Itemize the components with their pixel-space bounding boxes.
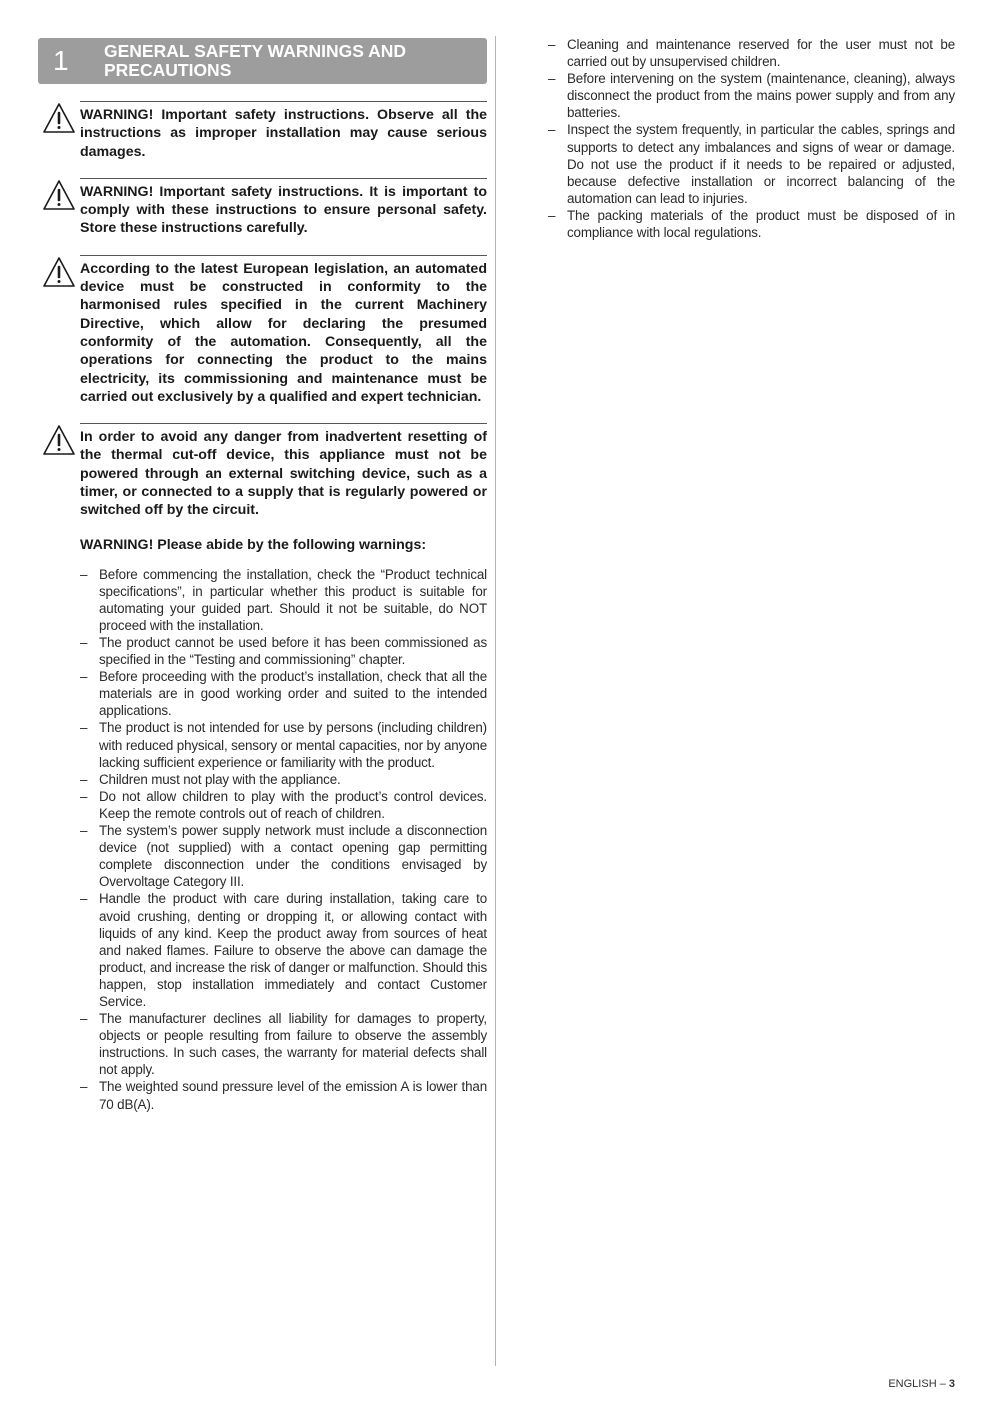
list-item: – The system’s power supply network must include a disconnection device (not supplied) with a contact opening gap permitting complete disconnection under the conditions envisaged by Overvoltage Category III. <box>80 822 487 890</box>
warning-block <box>38 101 487 161</box>
warning-triangle-icon <box>38 424 80 456</box>
warning-triangle-icon <box>38 256 80 288</box>
list-item: – Children must not play with the appliance. <box>80 771 487 788</box>
list-item: – The product is not intended for use by persons (including children) with reduced physical, sensory or mental capacities, nor by anyone lacking sufficient experience or familiarity with the product. <box>80 719 487 770</box>
list-item: – The manufacturer declines all liability for damages to property, objects or people resulting from failure to observe the assembly instructions. In such cases, the warranty for material defects shall not apply. <box>80 1010 487 1078</box>
right-column <box>548 36 955 241</box>
list-item: – Handle the product with care during installation, taking care to avoid crushing, denting or dropping it, or allowing contact with liquids of any kind. Keep the product away from sources of heat and naked flames. Failure to observe the above can damage the product, and increase the risk of danger or malfunction. Should this happen, stop installation immediately and contact Customer Service. <box>80 890 487 1010</box>
section-header <box>38 38 487 84</box>
list-item: – Cleaning and maintenance reserved for the user must not be carried out by unsupervised children. <box>548 36 955 70</box>
list-item: – The packing materials of the product must be disposed of in compliance with local regulations. <box>548 207 955 241</box>
abide-heading: WARNING! Please abide by the following warnings: <box>80 536 427 553</box>
warning-triangle-icon <box>38 179 80 211</box>
column-divider <box>495 36 496 1366</box>
page-footer <box>888 1378 955 1390</box>
section-number: 1 <box>53 45 69 76</box>
section-title: GENERAL SAFETY WARNINGS AND PRECAUTIONS <box>104 41 407 80</box>
warning-text: According to the latest European legislation, an automated device must be constructed in conformity to the harmonised rules specified in the current Machinery Directive, which allow for declaring the presumed conformity of the automation. Consequently, all the operations for connecting the product to the mains electricity, its commissioning and maintenance must be carried out exclusively by a qualified and expert technician. <box>80 255 487 406</box>
footer-language: ENGLISH – <box>888 1378 946 1390</box>
page-number: 3 <box>948 1378 955 1390</box>
warning-block <box>38 255 487 406</box>
list-item: – The product cannot be used before it has been commissioned as specified in the “Testing and commissioning” chapter. <box>80 634 487 668</box>
list-item: – Before proceeding with the product’s installation, check that all the materials are in good working order and suited to the intended applications. <box>80 668 487 719</box>
left-warning-list <box>80 566 487 1113</box>
warning-triangle-icon <box>38 102 80 134</box>
warning-block <box>38 423 487 519</box>
left-column <box>38 38 487 1113</box>
list-item: – Before commencing the installation, check the “Product technical specifications”, in particular whether this product is suitable for automating your guided part. Should it not be suitable, do NOT proceed with the installation. <box>80 566 487 634</box>
list-item: – Do not allow children to play with the product’s control devices. Keep the remote controls out of reach of children. <box>80 788 487 822</box>
warning-text: WARNING! Important safety instructions. Observe all the instructions as improper installation may cause serious damages. <box>80 101 487 161</box>
warning-text: WARNING! Important safety instructions. It is important to comply with these instructions to ensure personal safety. Store these instructions carefully. <box>80 178 487 238</box>
list-item: – Before intervening on the system (maintenance, cleaning), always disconnect the product from the mains power supply and from any batteries. <box>548 70 955 121</box>
warning-block <box>38 178 487 238</box>
warning-text: In order to avoid any danger from inadvertent resetting of the thermal cut-off device, this appliance must not be powered through an external switching device, such as a timer, or connected to a supply that is regularly powered or switched off by the circuit. <box>80 423 487 519</box>
list-item: – Inspect the system frequently, in particular the cables, springs and supports to detect any imbalances and signs of wear or damage. Do not use the product if it needs to be repaired or adjusted, because defective installation or incorrect balancing of the automation can lead to injuries. <box>548 121 955 206</box>
list-item: – The weighted sound pressure level of the emission A is lower than 70 dB(A). <box>80 1078 487 1112</box>
right-warning-list <box>548 36 955 241</box>
